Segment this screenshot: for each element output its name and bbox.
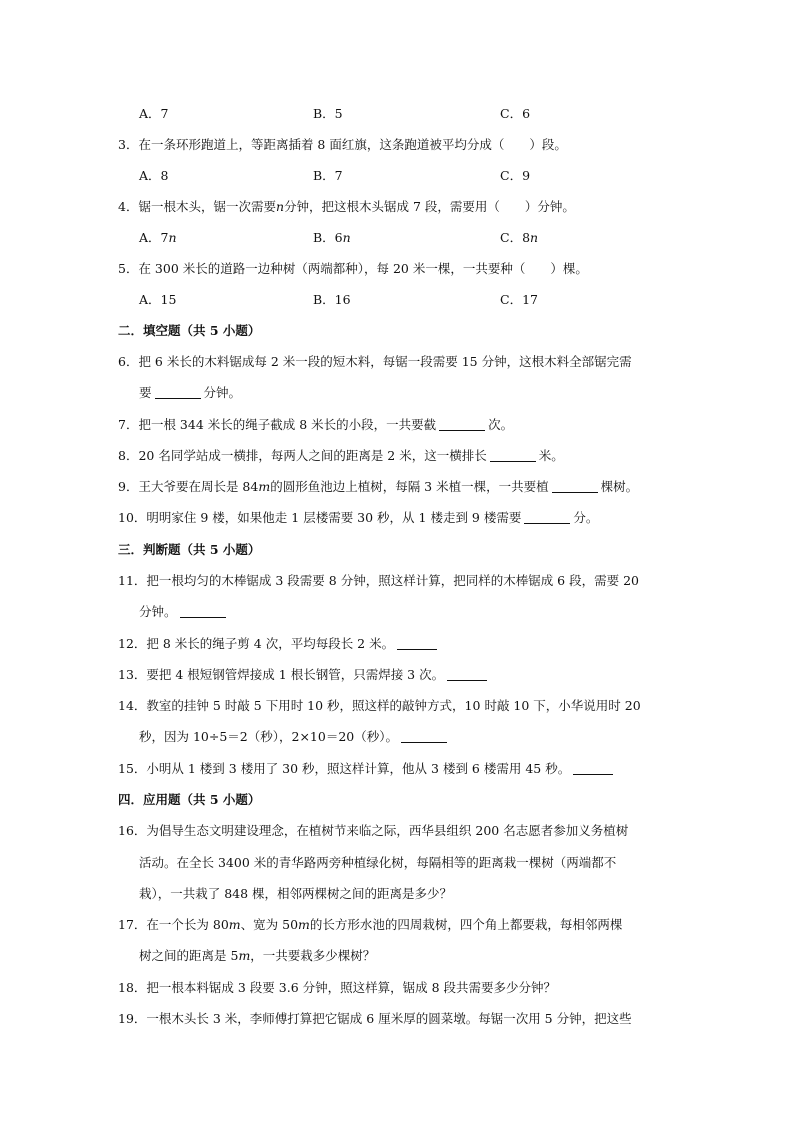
q18-text: 18．把一根本料锯成 3 段要 3.6 分钟，照这样算，锯成 8 段共需要多少分钟？ — [118, 980, 557, 995]
q11-answer-blank[interactable] — [180, 605, 226, 618]
section-2-heading: 二．填空题（共 5 小题） — [118, 323, 261, 338]
q14-line2 — [139, 727, 450, 745]
q7-post: 次。 — [488, 417, 514, 432]
q4-text-post: 分钟，把这根木头锯成 7 段，需要用（ ）分钟。 — [284, 199, 575, 214]
q4-option-a-var: n — [168, 230, 177, 245]
q6-line2-pre: 要 — [139, 385, 152, 400]
q17-l1a: 17．在一个长为 80 — [118, 917, 229, 932]
q5-options — [139, 290, 699, 308]
q10-post: 分。 — [573, 510, 599, 525]
q15-statement: 15．小明从 1 楼到 3 楼用了 30 秒，照这样计算，他从 3 楼到 6 楼需用 45 秒。 — [118, 761, 571, 776]
q9-pre: 9．王大爷要在周长是 84 — [118, 479, 259, 494]
q4-option-b-var: n — [342, 230, 351, 245]
q2-options — [139, 104, 699, 122]
q4-option-b — [313, 228, 351, 246]
q16-line3: 栽），一共栽了 848 棵，相邻两棵树之间的距离是多少？ — [139, 886, 453, 901]
q17-unit2: m — [298, 917, 310, 932]
q9-text — [118, 477, 638, 495]
section-4-heading: 四．应用题（共 5 小题） — [118, 792, 261, 807]
q17-l1c: 的长方形水池的四周栽树，四个角上都要栽，每相邻两棵 — [309, 917, 623, 932]
q8-pre: 8．20 名同学站成一横排，每两人之间的距离是 2 米，这一横排长 — [118, 448, 487, 463]
q9-post: 棵树。 — [600, 479, 639, 494]
q4-variable: n — [275, 199, 285, 214]
q2-option-b: B．5 — [313, 106, 343, 121]
q7-pre: 7．把一根 344 米长的绳子截成 8 米长的小段，一共要截 — [118, 417, 437, 432]
q6-line2-post: 分钟。 — [203, 385, 242, 400]
q4-text — [118, 197, 575, 215]
section-3-heading: 三．判断题（共 5 小题） — [118, 542, 261, 557]
q14-line1: 14．教室的挂钟 5 时敲 5 下用时 10 秒，照这样的敲钟方式，10 时敲 10 下，小华说用时 20 — [118, 698, 641, 713]
q11-line1: 11．把一根均匀的木棒锯成 3 段需要 8 分钟，照这样计算，把同样的木棒锯成 6 段，需要 20 — [118, 573, 639, 588]
q6-line2 — [139, 383, 241, 401]
q4-option-c-var: n — [530, 230, 539, 245]
q4-option-b-num: B．6 — [313, 230, 343, 245]
q5-text: 5．在 300 米长的道路一边种树（两端都种），每 20 米一棵，一共要种（ ）棵。 — [118, 261, 588, 276]
q10-text — [118, 508, 598, 526]
q16-line1: 16．为倡导生态文明建设理念，在植树节来临之际，西华县组织 200 名志愿者参加义务植树 — [118, 823, 629, 838]
q4-text-pre: 4．锯一根木头，锯一次需要 — [118, 199, 276, 214]
q5-option-a: A．15 — [139, 292, 177, 307]
q17-line1 — [118, 915, 622, 933]
q4-options — [139, 228, 699, 246]
q8-answer-blank[interactable] — [490, 449, 536, 462]
q8-post: 米。 — [538, 448, 564, 463]
q7-text — [118, 415, 513, 433]
q17-l2b: ，一共要栽多少棵树？ — [250, 948, 376, 963]
q8-text — [118, 446, 564, 464]
q4-option-c — [500, 228, 538, 246]
q17-line2 — [139, 946, 375, 964]
q13-answer-blank[interactable] — [447, 668, 487, 681]
q12-answer-blank[interactable] — [397, 637, 437, 650]
q17-l2a: 树之间的距离是 5 — [139, 948, 239, 963]
q2-option-c: C．6 — [500, 106, 531, 121]
q6-line1: 6．把 6 米长的木料锯成每 2 米一段的短木料，每锯一段需要 15 分钟，这根木料全部锯完需 — [118, 354, 632, 369]
q7-answer-blank[interactable] — [439, 418, 485, 431]
q3-option-b: B．7 — [313, 168, 343, 183]
q6-answer-blank[interactable] — [155, 386, 201, 399]
q4-option-a — [139, 228, 177, 246]
q14-answer-blank[interactable] — [401, 730, 447, 743]
q15-text — [118, 759, 616, 777]
q17-unit1: m — [228, 917, 241, 932]
q4-option-a-num: A．7 — [139, 230, 169, 245]
q11-line2 — [139, 602, 229, 620]
q4-option-c-num: C．8 — [500, 230, 531, 245]
q3-options — [139, 166, 699, 184]
q3-text: 3．在一条环形跑道上，等距离插着 8 面红旗，这条跑道被平均分成（ ）段。 — [118, 137, 567, 152]
q2-option-a: A．7 — [139, 106, 169, 121]
q17-unit3: m — [238, 948, 251, 963]
q14-line2-text: 秒，因为 10÷5＝2（秒），2×10＝20（秒）。 — [139, 729, 398, 744]
q15-answer-blank[interactable] — [573, 762, 613, 775]
q13-text — [118, 665, 490, 683]
q9-mid: 的圆形鱼池边上植树，每隔 3 米植一棵，一共要植 — [270, 479, 549, 494]
q10-pre: 10．明明家住 9 楼，如果他走 1 层楼需要 30 秒，从 1 楼走到 9 楼需要 — [118, 510, 522, 525]
q11-line2-text: 分钟。 — [139, 604, 177, 619]
q13-statement: 13．要把 4 根短钢管焊接成 1 根长钢管，只需焊接 3 次。 — [118, 667, 445, 682]
q9-unit: m — [258, 479, 271, 494]
q3-option-c: C．9 — [500, 168, 531, 183]
q19-text: 19．一根木头长 3 米，李师傅打算把它锯成 6 厘米厚的圆菜墩。每锯一次用 5 分钟，把这些 — [118, 1011, 632, 1026]
q5-option-b: B．16 — [313, 292, 351, 307]
q12-text — [118, 634, 440, 652]
q17-l1b: 、宽为 50 — [240, 917, 299, 932]
q5-option-c: C．17 — [500, 292, 538, 307]
q3-option-a: A．8 — [139, 168, 169, 183]
q16-line2: 活动。在全长 3400 米的青华路两旁种植绿化树，每隔相等的距离栽一棵树（两端都不 — [139, 855, 617, 870]
q9-answer-blank[interactable] — [552, 480, 598, 493]
q12-statement: 12．把 8 米长的绳子剪 4 次，平均每段长 2 米。 — [118, 636, 395, 651]
q10-answer-blank[interactable] — [524, 511, 570, 524]
